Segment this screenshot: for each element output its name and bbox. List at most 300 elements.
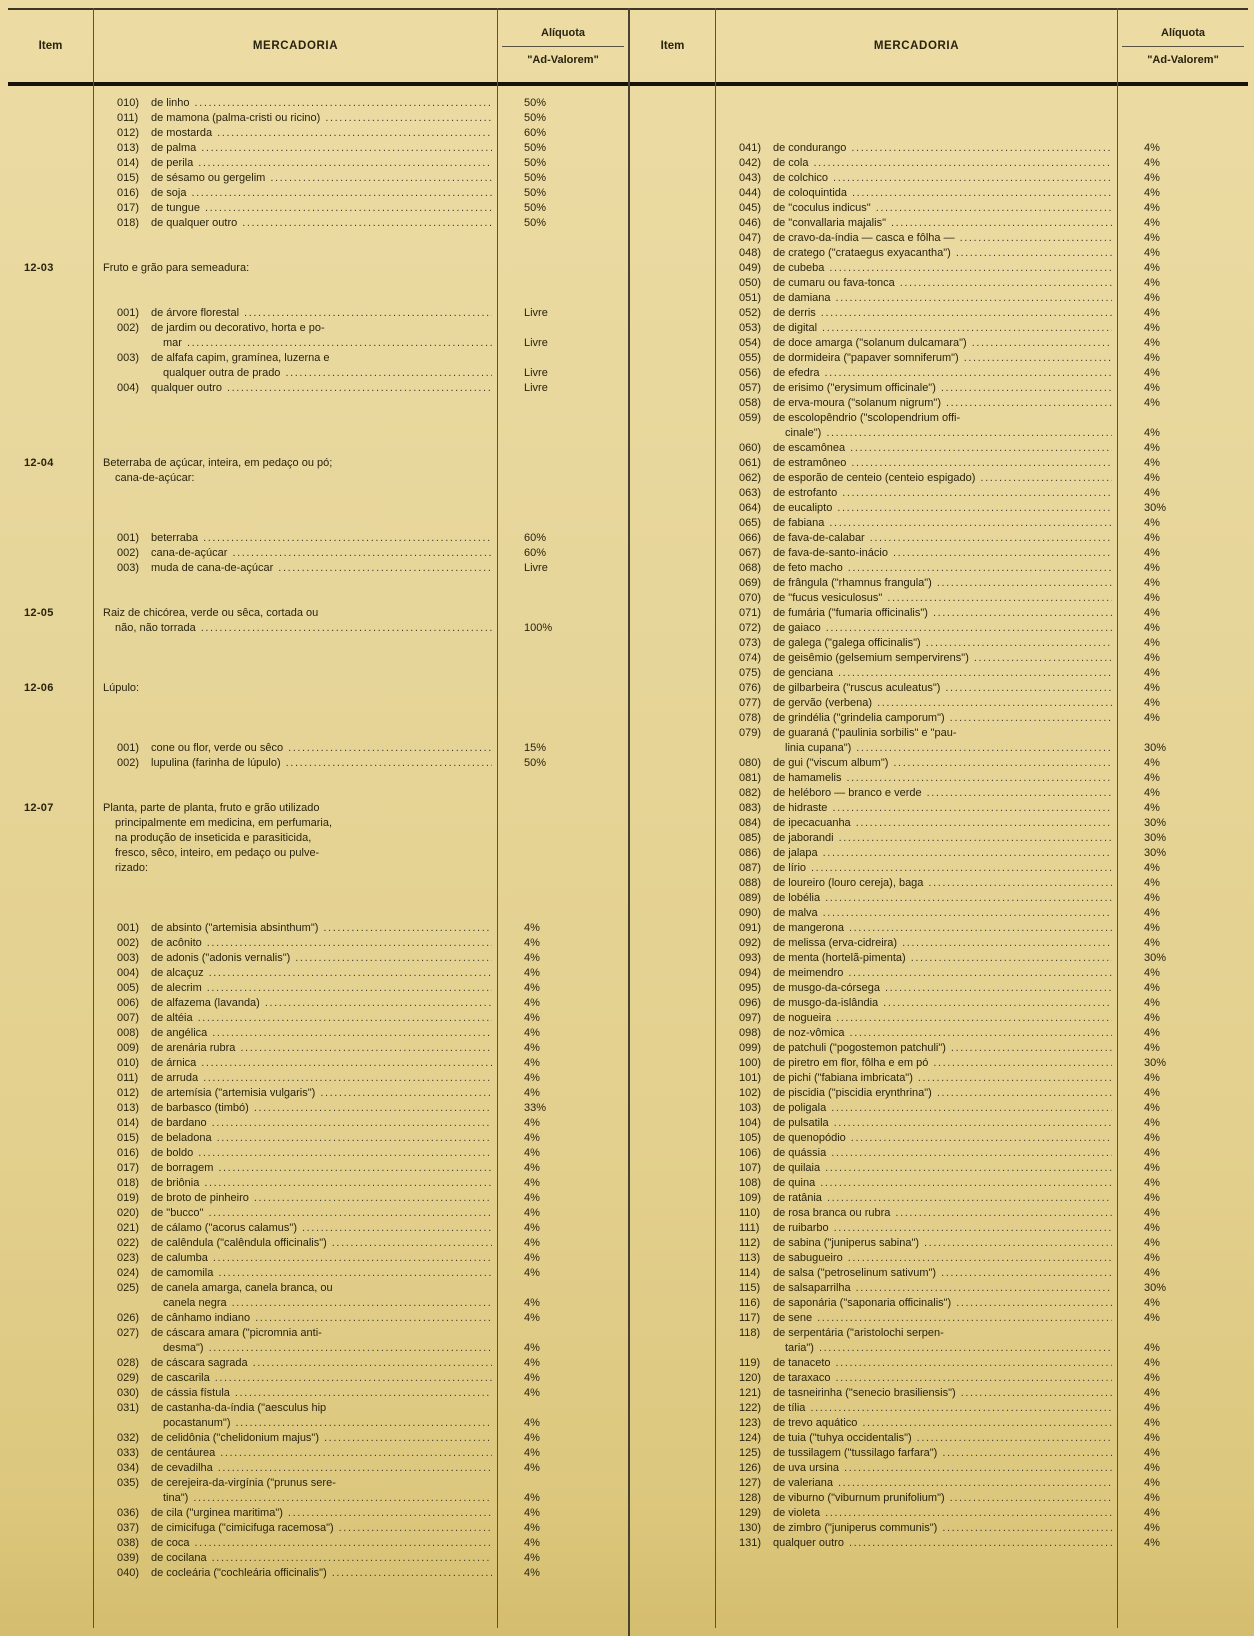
subitem-number: 069) [739, 577, 762, 589]
mercadoria-text: de tungue [151, 202, 200, 214]
aliquota-value [498, 351, 628, 366]
item-code [630, 1476, 715, 1491]
item-code [8, 1476, 93, 1491]
dot-leader [823, 846, 1112, 861]
mercadoria-text: qualquer outro [773, 1537, 844, 1549]
item-code [630, 1371, 715, 1386]
aliquota-value: 4% [1144, 442, 1160, 454]
mercadoria-cell [715, 966, 1118, 981]
subitem-number: 129) [739, 1507, 762, 1519]
dot-leader [876, 201, 1112, 216]
aliquota-value: 30% [1144, 1282, 1167, 1294]
tariff-row [8, 1566, 628, 1581]
tariff-row [8, 756, 628, 771]
tariff-row [8, 1161, 628, 1176]
item-code [630, 1386, 715, 1401]
item-code [630, 981, 715, 996]
subitem-number: 044) [739, 187, 762, 199]
aliquota-value: 4% [1144, 172, 1160, 184]
subitem-number: 034) [117, 1462, 140, 1474]
tariff-row [630, 846, 1248, 861]
mercadoria-text: beterraba [151, 532, 199, 544]
mercadoria-cell [93, 306, 498, 321]
dot-leader [826, 621, 1112, 636]
tariff-row [8, 1326, 628, 1341]
mercadoria-text: de musgo-da-islândia [773, 997, 879, 1009]
dot-leader [961, 1386, 1112, 1401]
item-code [630, 591, 715, 606]
mercadoria-cell [93, 1521, 498, 1536]
item-code [630, 441, 715, 456]
mercadoria-cell [715, 1356, 1118, 1371]
tariff-row [630, 366, 1248, 381]
aliquota-value: 4% [524, 1027, 540, 1039]
aliquota-value: 4% [1144, 1132, 1160, 1144]
aliquota-value: 4% [524, 1462, 540, 1474]
aliquota-value: 4% [1144, 1342, 1160, 1354]
mercadoria-text: de cascarila [151, 1372, 210, 1384]
mercadoria-text: de qualquer outro [151, 217, 238, 229]
subitem-number: 087) [739, 862, 762, 874]
subitem-number: 116) [739, 1297, 761, 1309]
dot-leader [332, 1566, 492, 1581]
mercadoria-text: de lobélia [773, 892, 821, 904]
tariff-row [630, 1266, 1248, 1281]
subitem-number: 001) [117, 307, 140, 319]
mercadoria-cell [93, 1071, 498, 1086]
tariff-row [8, 621, 628, 636]
item-code [8, 1506, 93, 1521]
tariff-row [8, 1011, 628, 1026]
dot-leader [846, 771, 1112, 786]
subitem-number: 060) [739, 442, 762, 454]
mercadoria-cell [93, 546, 498, 561]
subitem-number: 099) [739, 1042, 762, 1054]
mercadoria-text: de trevo aquático [773, 1417, 858, 1429]
aliquota-value [498, 816, 628, 831]
aliquota-value: 4% [1144, 397, 1160, 409]
header-mercadoria-label: MERCADORIA [873, 40, 960, 52]
aliquota-value: 4% [524, 967, 540, 979]
aliquota-value: 4% [524, 1072, 540, 1084]
tariff-row [630, 1101, 1248, 1116]
mercadoria-text: de sésamo ou gergelim [151, 172, 266, 184]
aliquota-value: 4% [1144, 577, 1160, 589]
dot-leader [323, 921, 492, 936]
tariff-row [630, 561, 1248, 576]
mercadoria-text: de mamona (palma-cristi ou ricino) [151, 112, 321, 124]
tariff-row [8, 1296, 628, 1311]
mercadoria-text: de estramôneo [773, 457, 847, 469]
item-code [630, 1131, 715, 1146]
item-code [630, 786, 715, 801]
tariff-row [8, 1386, 628, 1401]
subitem-number: 017) [117, 1162, 140, 1174]
mercadoria-text: de zimbro ("juniperus communis") [773, 1522, 938, 1534]
aliquota-value: 4% [524, 1417, 540, 1429]
subitem-number: 026) [117, 1312, 140, 1324]
subitem-number: 067) [739, 547, 762, 559]
item-code [630, 261, 715, 276]
mercadoria-text: de serpentária ("aristolochi serpen- [773, 1327, 944, 1339]
mercadoria-cell [715, 936, 1118, 951]
tariff-row [8, 1131, 628, 1146]
aliquota-value: 4% [1144, 547, 1160, 559]
tariff-row [8, 1476, 628, 1491]
mercadoria-cell [715, 1206, 1118, 1221]
mercadoria-text: de arruda [151, 1072, 199, 1084]
aliquota-value [498, 1326, 628, 1341]
tariff-row [630, 546, 1248, 561]
mercadoria-text: de salsaparrilha [773, 1282, 851, 1294]
subitem-number: 079) [739, 727, 762, 739]
tariff-row [8, 96, 628, 111]
mercadoria-text: de cratego ("crataegus exyacantha") [773, 247, 951, 259]
item-code [630, 1326, 715, 1341]
mercadoria-text: de acônito [151, 937, 202, 949]
aliquota-value: 4% [524, 1252, 540, 1264]
mercadoria-text: de grindélia ("grindelia camporum") [773, 712, 945, 724]
item-code [8, 1371, 93, 1386]
aliquota-value: 4% [524, 1207, 540, 1219]
aliquota-value: 4% [524, 1552, 540, 1564]
dot-leader [829, 516, 1112, 531]
item-code [630, 741, 715, 756]
subitem-number: 127) [739, 1477, 762, 1489]
item-code [8, 186, 93, 201]
mercadoria-cell [93, 1041, 498, 1056]
mercadoria-text: de eucalipto [773, 502, 833, 514]
dot-leader [902, 936, 1112, 951]
aliquota-value: 4% [1144, 802, 1160, 814]
subitem-number: 093) [739, 952, 762, 964]
subitem-number: 047) [739, 232, 762, 244]
dot-leader [212, 1026, 492, 1041]
mercadoria-text: de piscidia ("piscidia erynthrina") [773, 1087, 932, 1099]
subitem-number: 114) [739, 1267, 761, 1279]
mercadoria-text: desma") [163, 1342, 204, 1354]
item-code [8, 471, 93, 486]
item-code [8, 621, 93, 636]
item-code [8, 981, 93, 996]
mercadoria-cell [715, 531, 1118, 546]
subitem-number: 118) [739, 1327, 761, 1339]
aliquota-value: 4% [524, 1177, 540, 1189]
dot-leader [980, 471, 1112, 486]
dot-leader [325, 111, 492, 126]
dot-leader [862, 1416, 1112, 1431]
item-code [8, 1551, 93, 1566]
aliquota-value: 50% [524, 157, 547, 169]
mercadoria-text: de uva ursina [773, 1462, 840, 1474]
mercadoria-cell [715, 426, 1118, 441]
subitem-number: 013) [117, 1102, 140, 1114]
item-code [8, 126, 93, 141]
aliquota-header-divider [1122, 46, 1244, 47]
item-code [630, 201, 715, 216]
aliquota-value: 4% [1144, 277, 1160, 289]
tariff-row [630, 276, 1248, 291]
mercadoria-cell [93, 1101, 498, 1116]
item-code [630, 1461, 715, 1476]
subitem-number: 006) [117, 997, 140, 1009]
tariff-row [630, 1131, 1248, 1146]
dot-leader [851, 141, 1112, 156]
aliquota-value: 4% [1144, 262, 1160, 274]
dot-leader [236, 1416, 493, 1431]
dot-leader [835, 1371, 1112, 1386]
aliquota-value: 4% [524, 1357, 540, 1369]
mercadoria-cell [715, 786, 1118, 801]
tariff-row [630, 861, 1248, 876]
subitem-number: 073) [739, 637, 762, 649]
aliquota-value: 4% [1144, 787, 1160, 799]
mercadoria-text: de sene [773, 1312, 813, 1324]
tariff-row [8, 1086, 628, 1101]
mercadoria-cell [715, 471, 1118, 486]
dot-leader [927, 786, 1112, 801]
mercadoria-text: de jaborandi [773, 832, 834, 844]
dot-leader [813, 156, 1112, 171]
dot-leader [213, 1251, 492, 1266]
aliquota-value: 4% [1144, 1222, 1160, 1234]
item-code [630, 411, 715, 426]
mercadoria-cell [715, 561, 1118, 576]
aliquota-value: Livre [524, 382, 548, 394]
subitem-number: 089) [739, 892, 762, 904]
item-code [8, 1236, 93, 1251]
aliquota-value: 4% [1144, 862, 1160, 874]
aliquota-value: 4% [1144, 682, 1160, 694]
aliquota-value: 4% [524, 1147, 540, 1159]
subitem-number: 001) [117, 532, 140, 544]
item-code [8, 531, 93, 546]
aliquota-value: 4% [1144, 967, 1160, 979]
tariff-row [8, 306, 628, 321]
mercadoria-cell [715, 486, 1118, 501]
item-code [630, 291, 715, 306]
aliquota-value: 4% [1144, 877, 1160, 889]
mercadoria-cell [715, 621, 1118, 636]
tariff-row [630, 1071, 1248, 1086]
mercadoria-cell [93, 1296, 498, 1311]
mercadoria-cell [715, 1176, 1118, 1191]
dot-leader [836, 1011, 1112, 1026]
mercadoria-text: taria") [785, 1342, 814, 1354]
subitem-number: 030) [117, 1387, 140, 1399]
tariff-row [8, 141, 628, 156]
mercadoria-text: de cila ("urginea maritima") [151, 1507, 283, 1519]
tariff-row [630, 1026, 1248, 1041]
item-code [630, 1191, 715, 1206]
dot-leader [851, 456, 1112, 471]
mercadoria-text: de viburno ("viburnum prunifolium") [773, 1492, 945, 1504]
subitem-number: 027) [117, 1327, 140, 1339]
mercadoria-text: Planta, parte de planta, fruto e grão utilizado [103, 802, 320, 814]
subitem-number: 050) [739, 277, 762, 289]
tariff-row [8, 1551, 628, 1566]
mercadoria-cell [715, 306, 1118, 321]
aliquota-value: 4% [1144, 1447, 1160, 1459]
header-item-label: Item [660, 40, 685, 52]
subitem-number: 049) [739, 262, 762, 274]
aliquota-value: Livre [524, 367, 548, 379]
tariff-row [8, 1071, 628, 1086]
aliquota-value: 4% [1144, 1402, 1160, 1414]
dot-leader [956, 246, 1112, 261]
aliquota-value [1118, 411, 1248, 426]
item-code [630, 366, 715, 381]
tariff-row [8, 1101, 628, 1116]
item-code [8, 1176, 93, 1191]
mercadoria-text: de cocleária ("cochleária officinalis") [151, 1567, 327, 1579]
mercadoria-text: de cocilana [151, 1552, 207, 1564]
item-code [630, 996, 715, 1011]
subitem-number: 107) [739, 1162, 762, 1174]
dot-leader [810, 1401, 1112, 1416]
dot-leader [831, 1101, 1112, 1116]
aliquota-value: 4% [524, 1522, 540, 1534]
mercadoria-cell [715, 1281, 1118, 1296]
aliquota-value: 4% [1144, 1462, 1160, 1474]
mercadoria-cell [93, 1566, 498, 1581]
mercadoria-cell [715, 1146, 1118, 1161]
tariff-row [630, 681, 1248, 696]
aliquota-value: 4% [1144, 142, 1160, 154]
item-code [8, 156, 93, 171]
tariff-row [630, 1341, 1248, 1356]
mercadoria-cell [715, 1221, 1118, 1236]
tariff-row [8, 1371, 628, 1386]
mercadoria-text: de árvore florestal [151, 307, 240, 319]
mercadoria-cell [715, 1446, 1118, 1461]
mercadoria-text: de esporão de centeio (centeio espigado) [773, 472, 976, 484]
mercadoria-text: de fabiana [773, 517, 825, 529]
mercadoria-text: de condurango [773, 142, 847, 154]
mercadoria-cell [715, 1521, 1118, 1536]
dot-leader [324, 1431, 492, 1446]
tariff-row [630, 171, 1248, 186]
item-code [630, 1236, 715, 1251]
mercadoria-text: de castanha-da-índia ("aesculus hip [151, 1402, 327, 1414]
dot-leader [217, 126, 492, 141]
mercadoria-text: de arenária rubra [151, 1042, 236, 1054]
tariff-row [630, 441, 1248, 456]
mercadoria-cell [715, 186, 1118, 201]
subitem-number: 004) [117, 967, 140, 979]
mercadoria-cell [93, 1281, 498, 1296]
item-code [8, 1266, 93, 1281]
mercadoria-text: de árnica [151, 1057, 197, 1069]
dot-leader [836, 291, 1113, 306]
dot-leader [212, 1551, 492, 1566]
dot-leader [893, 546, 1112, 561]
mercadoria-text: de cola [773, 157, 809, 169]
subitem-number: 078) [739, 712, 762, 724]
mercadoria-cell [715, 141, 1118, 156]
dot-leader [945, 681, 1112, 696]
subitem-number: 011) [117, 1072, 139, 1084]
tariff-row [630, 231, 1248, 246]
dot-leader [951, 1041, 1112, 1056]
mercadoria-text: de jardim ou decorativo, horta e po- [151, 322, 325, 334]
item-code [8, 1056, 93, 1071]
mercadoria-cell [93, 171, 498, 186]
mercadoria-cell [93, 951, 498, 966]
subitem-number: 057) [739, 382, 762, 394]
mercadoria-text: de hidraste [773, 802, 828, 814]
mercadoria-cell [715, 711, 1118, 726]
mercadoria-text: de alecrim [151, 982, 202, 994]
aliquota-value: Livre [524, 562, 548, 574]
item-code [630, 141, 715, 156]
mercadoria-cell [93, 1446, 498, 1461]
dot-leader [198, 156, 492, 171]
subitem-number: 066) [739, 532, 762, 544]
item-code [630, 1341, 715, 1356]
dot-leader [848, 561, 1112, 576]
mercadoria-text: de cubeba [773, 262, 825, 274]
aliquota-header-divider [502, 46, 624, 47]
mercadoria-cell [93, 1026, 498, 1041]
mercadoria-text: de gilbarbeira ("ruscus aculeatus") [773, 682, 941, 694]
tariff-row [630, 771, 1248, 786]
tariff-row [8, 1521, 628, 1536]
tariff-row [630, 1506, 1248, 1521]
mercadoria-text: de derris [773, 307, 816, 319]
aliquota-value: 4% [524, 952, 540, 964]
header-aliquota-label: Alíquota [541, 26, 585, 39]
mercadoria-cell [715, 576, 1118, 591]
tariff-row [8, 681, 628, 696]
subitem-number: 102) [739, 1087, 762, 1099]
aliquota-value: 4% [1144, 982, 1160, 994]
item-code [630, 966, 715, 981]
header-aliquota-label: Alíquota [1161, 26, 1205, 39]
aliquota-value [1118, 1326, 1248, 1341]
dot-leader [227, 381, 492, 396]
aliquota-value: 4% [1144, 1507, 1160, 1519]
dot-leader [195, 1536, 492, 1551]
mercadoria-cell [715, 801, 1118, 816]
mercadoria-cell [93, 561, 498, 576]
mercadoria-text: de quenopódio [773, 1132, 846, 1144]
tariff-row [630, 261, 1248, 276]
mercadoria-cell [93, 456, 498, 471]
aliquota-value: 4% [1144, 1432, 1160, 1444]
tariff-row [8, 1236, 628, 1251]
item-code [630, 246, 715, 261]
subitem-number: 038) [117, 1537, 140, 1549]
dot-leader [924, 1236, 1112, 1251]
item-code [8, 1071, 93, 1086]
item-code [8, 741, 93, 756]
tariff-row [8, 1116, 628, 1131]
aliquota-value: 4% [1144, 307, 1160, 319]
subitem-number: 040) [117, 1567, 140, 1579]
item-code [8, 1311, 93, 1326]
mercadoria-text: Lúpulo: [103, 682, 140, 694]
dot-leader [946, 396, 1112, 411]
aliquota-value: 4% [524, 982, 540, 994]
aliquota-value: 4% [1144, 352, 1160, 364]
mercadoria-cell [93, 351, 498, 366]
mercadoria-cell [715, 441, 1118, 456]
mercadoria-cell [715, 606, 1118, 621]
mercadoria-text: de "coculus indicus" [773, 202, 871, 214]
item-code [630, 666, 715, 681]
mercadoria-cell [93, 816, 498, 831]
